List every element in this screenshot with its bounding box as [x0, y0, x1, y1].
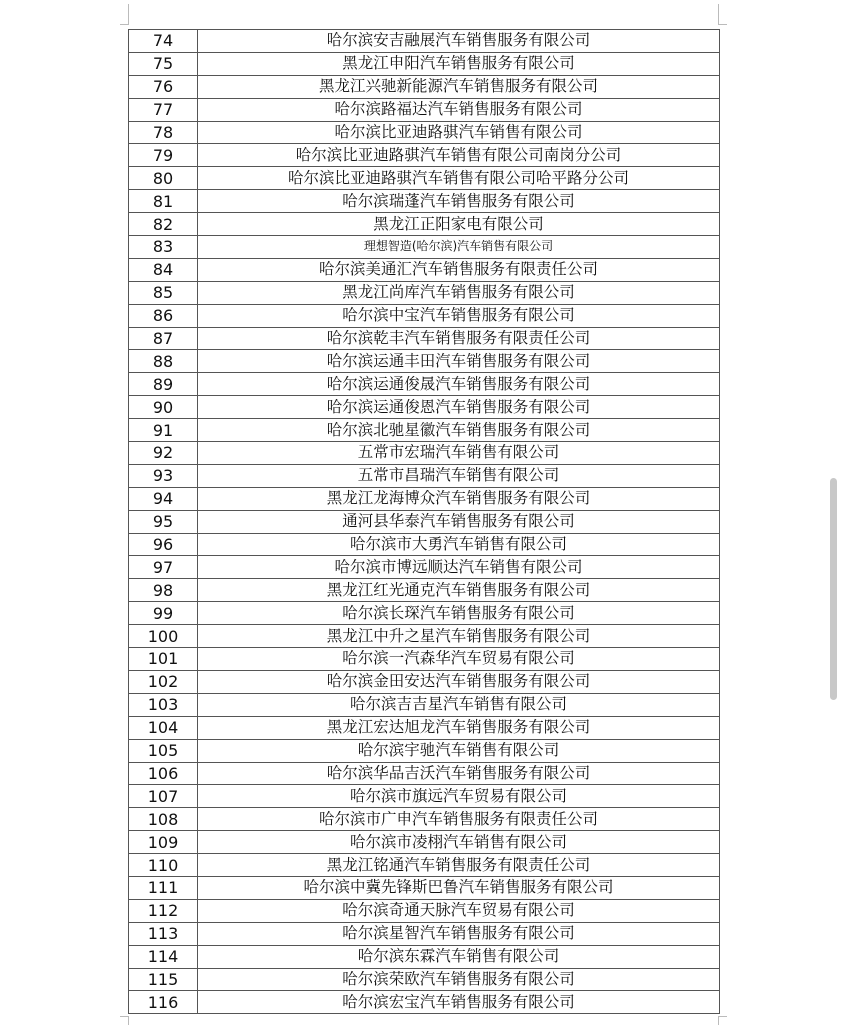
table-row	[129, 190, 720, 213]
row-number: 87	[129, 327, 198, 350]
row-number: 76	[129, 75, 198, 98]
row-number: 85	[129, 281, 198, 304]
row-number: 78	[129, 121, 198, 144]
row-number: 95	[129, 510, 198, 533]
row-number: 89	[129, 373, 198, 396]
row-number: 107	[129, 785, 198, 808]
company-name: 哈尔滨比亚迪路骐汽车销售有限公司南岗分公司	[198, 144, 720, 167]
table-row	[129, 30, 720, 53]
table-row	[129, 213, 720, 236]
table-row	[129, 899, 720, 922]
table-row	[129, 373, 720, 396]
table-row	[129, 625, 720, 648]
company-name: 哈尔滨华品吉沃汽车销售服务有限公司	[198, 762, 720, 785]
table-row	[129, 854, 720, 877]
row-number: 75	[129, 52, 198, 75]
row-number: 79	[129, 144, 198, 167]
row-number: 106	[129, 762, 198, 785]
company-name: 哈尔滨宇驰汽车销售有限公司	[198, 739, 720, 762]
company-name: 哈尔滨市大勇汽车销售有限公司	[198, 533, 720, 556]
row-number: 96	[129, 533, 198, 556]
table-row	[129, 533, 720, 556]
company-table-body	[129, 30, 720, 1014]
company-name: 黑龙江兴驰新能源汽车销售服务有限公司	[198, 75, 720, 98]
company-name: 哈尔滨路福达汽车销售服务有限公司	[198, 98, 720, 121]
row-number: 74	[129, 30, 198, 53]
row-number: 114	[129, 945, 198, 968]
row-number: 103	[129, 693, 198, 716]
row-number: 100	[129, 625, 198, 648]
row-number: 88	[129, 350, 198, 373]
company-name: 黑龙江中升之星汽车销售服务有限公司	[198, 625, 720, 648]
company-name: 哈尔滨东霖汽车销售有限公司	[198, 945, 720, 968]
company-name: 哈尔滨市凌栩汽车销售有限公司	[198, 831, 720, 854]
row-number: 83	[129, 236, 198, 259]
company-name: 五常市昌瑞汽车销售有限公司	[198, 464, 720, 487]
table-row	[129, 442, 720, 465]
row-number: 110	[129, 854, 198, 877]
company-name: 哈尔滨瑞蓬汽车销售服务有限公司	[198, 190, 720, 213]
row-number: 94	[129, 487, 198, 510]
company-name: 哈尔滨奇通天脉汽车贸易有限公司	[198, 899, 720, 922]
table-row	[129, 236, 720, 259]
row-number: 104	[129, 716, 198, 739]
table-row	[129, 419, 720, 442]
company-name: 哈尔滨乾丰汽车销售服务有限责任公司	[198, 327, 720, 350]
table-row	[129, 121, 720, 144]
table-row	[129, 98, 720, 121]
row-number: 105	[129, 739, 198, 762]
table-row	[129, 922, 720, 945]
table-row	[129, 396, 720, 419]
company-name: 通河县华泰汽车销售服务有限公司	[198, 510, 720, 533]
company-name: 理想智造(哈尔滨)汽车销售有限公司	[198, 236, 720, 259]
table-row	[129, 648, 720, 671]
table-row	[129, 304, 720, 327]
table-row	[129, 579, 720, 602]
company-name: 哈尔滨市旗远汽车贸易有限公司	[198, 785, 720, 808]
table-row	[129, 350, 720, 373]
table-row	[129, 75, 720, 98]
company-name: 哈尔滨比亚迪路骐汽车销售有限公司哈平路分公司	[198, 167, 720, 190]
company-name: 哈尔滨市博远顺达汽车销售有限公司	[198, 556, 720, 579]
table-row	[129, 693, 720, 716]
table-row	[129, 968, 720, 991]
company-name: 黑龙江宏达旭龙汽车销售服务有限公司	[198, 716, 720, 739]
row-number: 98	[129, 579, 198, 602]
company-name: 哈尔滨中冀先锋斯巴鲁汽车销售服务有限公司	[198, 876, 720, 899]
row-number: 102	[129, 670, 198, 693]
table-row	[129, 510, 720, 533]
company-name: 哈尔滨一汽森华汽车贸易有限公司	[198, 648, 720, 671]
company-name: 黑龙江正阳家电有限公司	[198, 213, 720, 236]
table-row	[129, 785, 720, 808]
company-name: 黑龙江铭通汽车销售服务有限责任公司	[198, 854, 720, 877]
row-number: 91	[129, 419, 198, 442]
company-name: 哈尔滨金田安达汽车销售服务有限公司	[198, 670, 720, 693]
row-number: 90	[129, 396, 198, 419]
table-row	[129, 762, 720, 785]
company-name: 哈尔滨北驰星徽汽车销售服务有限公司	[198, 419, 720, 442]
table-row	[129, 808, 720, 831]
company-name: 哈尔滨运通丰田汽车销售服务有限公司	[198, 350, 720, 373]
row-number: 97	[129, 556, 198, 579]
company-name: 哈尔滨荣欧汽车销售服务有限公司	[198, 968, 720, 991]
page-corner-mark	[120, 4, 129, 25]
table-row	[129, 327, 720, 350]
row-number: 82	[129, 213, 198, 236]
company-name: 哈尔滨吉吉星汽车销售有限公司	[198, 693, 720, 716]
row-number: 99	[129, 602, 198, 625]
row-number: 113	[129, 922, 198, 945]
company-name: 哈尔滨运通俊晟汽车销售服务有限公司	[198, 373, 720, 396]
table-row	[129, 876, 720, 899]
table-row	[129, 991, 720, 1014]
row-number: 108	[129, 808, 198, 831]
company-name: 哈尔滨宏宝汽车销售服务有限公司	[198, 991, 720, 1014]
row-number: 93	[129, 464, 198, 487]
row-number: 92	[129, 442, 198, 465]
row-number: 81	[129, 190, 198, 213]
table-row	[129, 144, 720, 167]
table-row	[129, 52, 720, 75]
table-row	[129, 556, 720, 579]
row-number: 84	[129, 258, 198, 281]
table-row	[129, 670, 720, 693]
company-name: 哈尔滨星智汽车销售服务有限公司	[198, 922, 720, 945]
company-name: 黑龙江尚库汽车销售服务有限公司	[198, 281, 720, 304]
company-name: 哈尔滨安吉融展汽车销售服务有限公司	[198, 30, 720, 53]
company-name: 黑龙江红光通克汽车销售服务有限公司	[198, 579, 720, 602]
table-row	[129, 602, 720, 625]
row-number: 116	[129, 991, 198, 1014]
table-row	[129, 464, 720, 487]
row-number: 112	[129, 899, 198, 922]
row-number: 111	[129, 876, 198, 899]
row-number: 77	[129, 98, 198, 121]
company-name: 哈尔滨比亚迪路骐汽车销售有限公司	[198, 121, 720, 144]
row-number: 80	[129, 167, 198, 190]
table-row	[129, 739, 720, 762]
table-row	[129, 258, 720, 281]
page-corner-mark	[718, 4, 727, 25]
table-row	[129, 281, 720, 304]
company-name: 五常市宏瑞汽车销售有限公司	[198, 442, 720, 465]
table-row	[129, 831, 720, 854]
row-number: 101	[129, 648, 198, 671]
table-row	[129, 716, 720, 739]
row-number: 86	[129, 304, 198, 327]
vertical-scrollbar[interactable]	[830, 478, 837, 700]
row-number: 115	[129, 968, 198, 991]
table-row	[129, 487, 720, 510]
table-row	[129, 167, 720, 190]
company-name: 哈尔滨美通汇汽车销售服务有限责任公司	[198, 258, 720, 281]
company-name: 哈尔滨长琛汽车销售服务有限公司	[198, 602, 720, 625]
company-name: 哈尔滨中宝汽车销售服务有限公司	[198, 304, 720, 327]
company-name: 哈尔滨市广申汽车销售服务有限责任公司	[198, 808, 720, 831]
company-name: 黑龙江申阳汽车销售服务有限公司	[198, 52, 720, 75]
table-row	[129, 945, 720, 968]
row-number: 109	[129, 831, 198, 854]
company-name: 黑龙江龙海博众汽车销售服务有限公司	[198, 487, 720, 510]
company-table	[128, 29, 720, 1014]
company-name: 哈尔滨运通俊恩汽车销售服务有限公司	[198, 396, 720, 419]
